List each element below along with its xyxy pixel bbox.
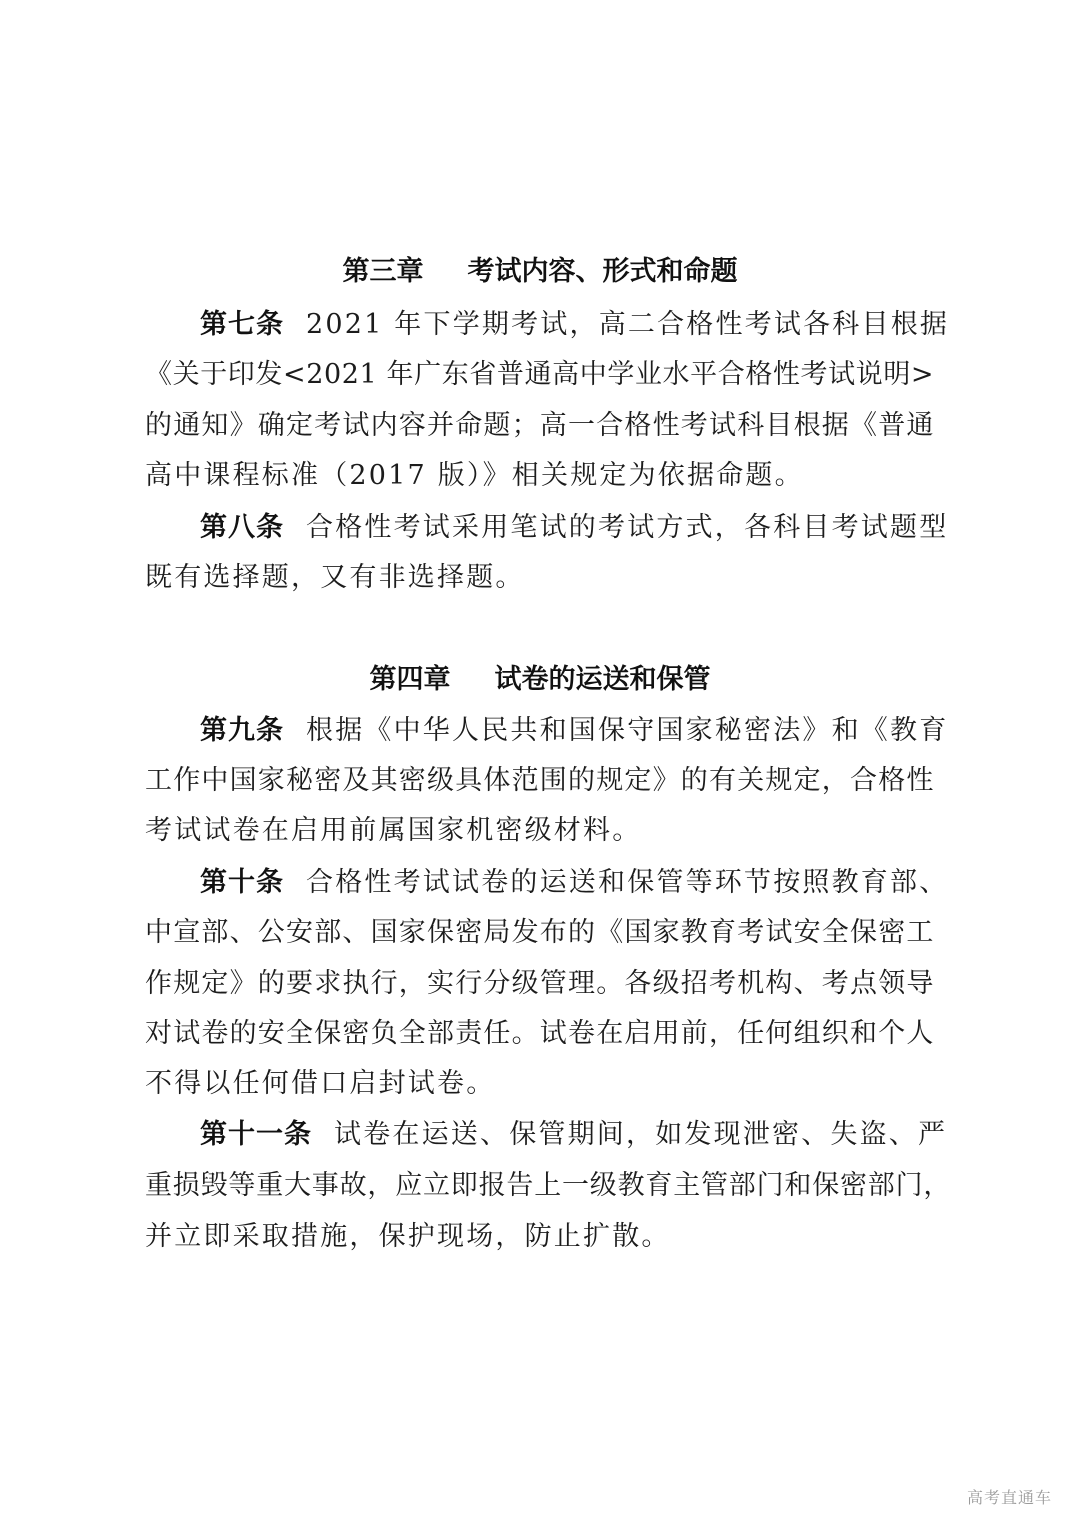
article-8-label: 第八条 bbox=[200, 512, 284, 543]
article-11-text: 试卷在运送、保管期间，如发现泄密、失盗、严 bbox=[334, 1119, 948, 1150]
article-7-label: 第七条 bbox=[200, 309, 284, 340]
article-11-label: 第十一条 bbox=[200, 1119, 312, 1150]
chapter-3-title: 考试内容、形式和命题 bbox=[467, 256, 738, 287]
article-11-line-2: 重损毁等重大事故，应立即报告上一级教育主管部门和保密部门， bbox=[145, 1170, 952, 1201]
article-8-line-2: 既有选择题，又有非选择题。 bbox=[145, 562, 525, 593]
chapter-4-number: 第四章 bbox=[369, 664, 451, 695]
article-7-line-2: 《关于印发<2021 年广东省普通高中学业水平合格性考试说明> bbox=[145, 359, 935, 390]
article-10-line-4: 对试卷的安全保密负全部责任。试卷在启用前，任何组织和个人 bbox=[145, 1018, 935, 1049]
article-8-text: 合格性考试采用笔试的考试方式，各科目考试题型 bbox=[306, 512, 949, 543]
article-7-text: 2021 年下学期考试，高二合格性考试各科目根据 bbox=[306, 309, 950, 340]
chapter-4-title: 试卷的运送和保管 bbox=[494, 664, 711, 695]
chapter-4-heading bbox=[0, 660, 1080, 700]
source-watermark: 高考直通车 bbox=[966, 1488, 1052, 1507]
article-10-line-3: 作规定》的要求执行，实行分级管理。各级招考机构、考点领导 bbox=[145, 968, 935, 999]
article-9-line-3: 考试试卷在启用前属国家机密级材料。 bbox=[145, 815, 642, 846]
article-7-line-1 bbox=[200, 305, 950, 345]
chapter-3-heading bbox=[0, 252, 1080, 292]
article-11-line-3: 并立即采取措施，保护现场，防止扩散。 bbox=[145, 1221, 671, 1252]
article-7-line-3: 的通知》确定考试内容并命题；高一合格性考试科目根据《普通 bbox=[145, 410, 935, 441]
article-9-line-1 bbox=[200, 711, 950, 751]
article-9-label: 第九条 bbox=[200, 715, 284, 746]
article-7-line-4: 高中课程标准（2017 版）》相关规定为依据命题。 bbox=[145, 460, 804, 491]
article-10-line-1 bbox=[200, 863, 950, 903]
article-8-line-1 bbox=[200, 508, 950, 548]
article-10-line-2: 中宣部、公安部、国家保密局发布的《国家教育考试安全保密工 bbox=[145, 917, 935, 948]
chapter-3-number: 第三章 bbox=[342, 256, 424, 287]
article-10-line-5: 不得以任何借口启封试卷。 bbox=[145, 1068, 496, 1099]
article-10-label: 第十条 bbox=[200, 867, 284, 898]
article-10-text: 合格性考试试卷的运送和保管等环节按照教育部、 bbox=[306, 867, 949, 898]
article-9-text: 根据《中华人民共和国保守国家秘密法》和《教育 bbox=[306, 715, 949, 746]
article-9-line-2: 工作中国家秘密及其密级具体范围的规定》的有关规定，合格性 bbox=[145, 765, 935, 796]
article-11-line-1 bbox=[200, 1115, 950, 1155]
